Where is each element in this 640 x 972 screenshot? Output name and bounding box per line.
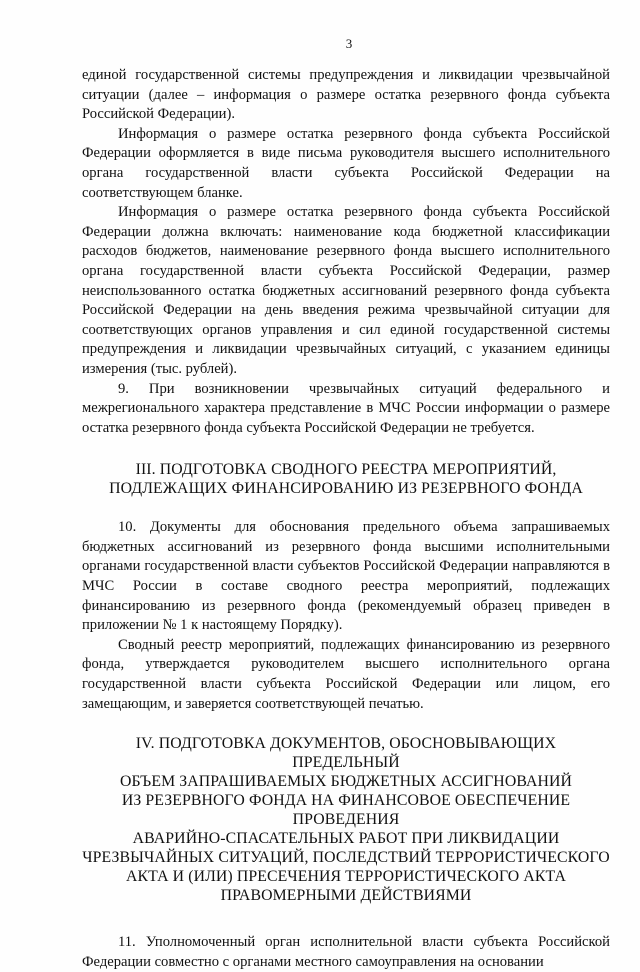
paragraph-10: 10. Документы для обоснования предельного объема запрашиваемых бюджетных ассигнований из резервного фонда высшими исполнительными органами государственной власти субъектов Российской Федерации направляются в МЧС России в составе сводного реестра мероприятий, подлежащих финансированию из резервного фонда (рекомендуемый образец приведен в приложении № 1 к настоящему Порядку). [82,519,610,634]
section-3-heading: III. ПОДГОТОВКА СВОДНОГО РЕЕСТРА МЕРОПРИЯТИЙ, ПОДЛЕЖАЩИХ ФИНАНСИРОВАНИЮ ИЗ РЕЗЕРВНОГО ФОНДА [109,461,583,498]
paragraph-continued: единой государственной системы предупреждения и ликвидации чрезвычайной ситуации (далее – информация о размере остатка резервного фонда субъекта Российской Федерации). [82,67,610,123]
section-4-heading-line: ЧРЕЗВЫЧАЙНЫХ СИТУАЦИЙ, ПОСЛЕДСТВИЙ ТЕРРОРИСТИЧЕСКОГО [82,849,610,867]
section-4-heading-line: АВАРИЙНО-СПАСАТЕЛЬНЫХ РАБОТ ПРИ ЛИКВИДАЦИИ [132,830,560,848]
section-4-heading-line: IV. ПОДГОТОВКА ДОКУМЕНТОВ, ОБОСНОВЫВАЮЩИХ ПРЕДЕЛЬНЫЙ [135,735,557,772]
section-4-heading-line: ИЗ РЕЗЕРВНОГО ФОНДА НА ФИНАНСОВОЕ ОБЕСПЕЧЕНИЕ ПРОВЕДЕНИЯ [121,792,571,829]
paragraph-11: 11. Уполномоченный орган исполнительной власти субъекта Российской Федерации совместно с органами местного самоуправления на основании [82,934,610,970]
page-number: 3 [345,36,353,51]
section-4-heading [82,734,610,905]
section-4-heading-line: ОБЪЕМ ЗАПРАШИВАЕМЫХ БЮДЖЕТНЫХ АССИГНОВАНИЙ [119,773,572,791]
paragraph-9: 9. При возникновении чрезвычайных ситуаций федерального и межрегионального характера представление в МЧС России информации о размере остатка резервного фонда субъекта Российской Федерации не требуется. [82,380,610,436]
paragraph-content: Информация о размере остатка резервного фонда субъекта Российской Федерации должна включать: наименование кода бюджетной классификации расходов бюджетов, наименование резервного фонда высшего исполнительного органа государственной власти субъекта Российской Федерации, размер неиспользованного остатка бюджетных ассигнований резервного фонда субъекта Российской Федерации на день введения режима чрезвычайной ситуации для соответствующих органов управления и сил единой государственной системы предупреждения и ликвидации чрезвычайных ситуаций, с указанием единицы измерения (тыс. рублей). [82,204,610,377]
section-4-heading-line: ПРАВОМЕРНЫМИ ДЕЙСТВИЯМИ [220,887,472,905]
paragraph-registry: Сводный реестр мероприятий, подлежащих финансированию из резервного фонда, утверждается руководителем высшего исполнительного органа государственной власти субъекта Российской Федерации или лицом, его замещающим, и заверяется соответствующей печатью. [82,636,610,712]
paragraph-form: Информация о размере остатка резервного фонда субъекта Российской Федерации оформляется в виде письма руководителя высшего исполнительного органа государственной власти субъекта Российской Федерации на соответствующем бланке. [82,125,610,201]
section-4-heading-line: АКТА И (ИЛИ) ПРЕСЕЧЕНИЯ ТЕРРОРИСТИЧЕСКОГО АКТА [126,868,566,886]
